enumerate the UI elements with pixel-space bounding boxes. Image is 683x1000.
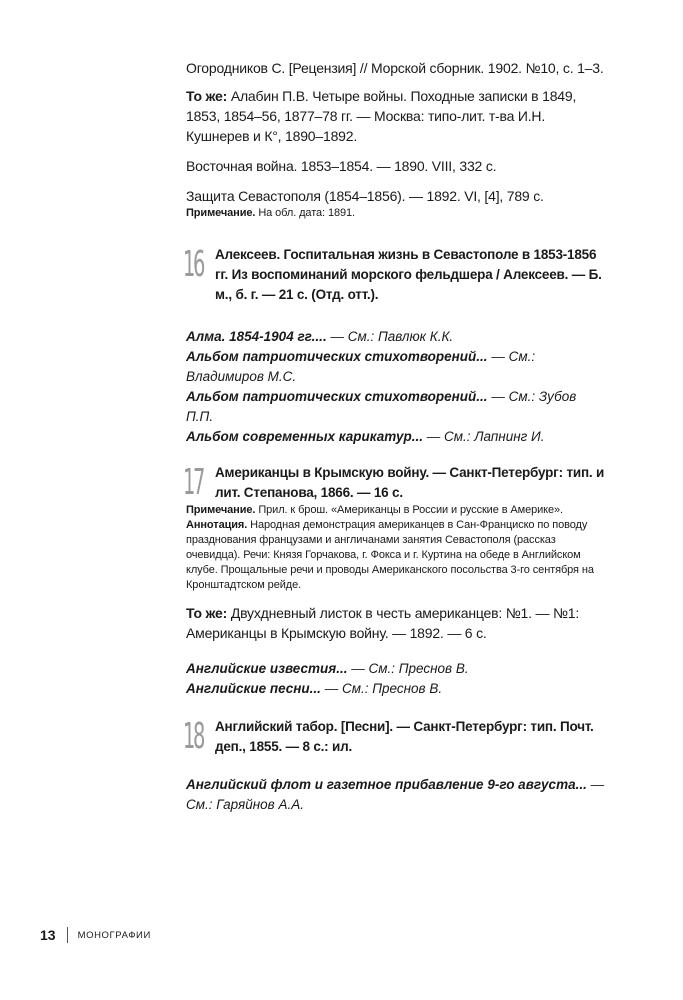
ref-see: — См.: Преснов В. — [324, 681, 443, 696]
entry-title: Алексеев. Госпитальная жизнь в Севастополе в 1853-1856 гг. Из воспоминаний морского фельдшера / Алексеев. — Б. м., б. г. — 21 с. (Отд. отт.). — [215, 247, 602, 302]
entry-number: 18 — [183, 716, 203, 757]
same-label: То же: — [186, 88, 228, 104]
same-text: Алабин П.В. Четыре войны. Походные записки в 1849, 1853, 1854–56, 1877–78 гг. — Москва: типо-лит. т-ва И.Н. Кушнерев и К°, 1890–1892. — [186, 88, 577, 144]
cross-reference — [186, 659, 606, 679]
ref-see: — См.: Павлюк К.К. — [330, 329, 454, 344]
note-text: Прил. к брош. «Американцы в России и русские в Америке». — [258, 504, 564, 516]
annotation-text: Народная демонстрация американцев в Сан-Франциско по поводу празднования французами и англичанами занятия Севастополя (рассказ очевидца). Речи: Князя Горчакова, г. Фокса и г. Куртина на обеде в Английском клубе. Прощальные речи и проводы Американского посольства 3-го сентября на Кронштадтском рейде. — [186, 519, 594, 591]
page-content — [183, 58, 606, 815]
page-footer — [40, 927, 151, 943]
note-text: На обл. дата: 1891. — [258, 207, 355, 219]
cross-reference — [186, 387, 606, 427]
ref-title: Альбом патриотических стихотворений... — [186, 389, 488, 404]
footer-divider — [67, 927, 68, 943]
cross-references — [186, 775, 606, 815]
cross-reference — [186, 427, 606, 447]
entry-same — [186, 603, 606, 643]
ref-see: — См.: Гаряйнов А.А. — [186, 777, 605, 812]
ref-see: — См.: Зубов П.П. — [186, 389, 577, 424]
annotation — [186, 518, 606, 593]
ref-see: — См.: Преснов В. — [351, 661, 469, 676]
entry-number: 17 — [183, 462, 203, 503]
ref-title: Альбом патриотических стихотворений... — [186, 349, 488, 364]
ref-title: Английский флот и газетное прибавление 9-го августа... — [186, 777, 587, 792]
annotation-label: Аннотация. — [186, 519, 248, 531]
entry-text: Огородников С. [Рецензия] // Морской сборник. 1902. №10, с. 1–3. — [186, 60, 604, 76]
entry-text: Защита Севастополя (1854–1856). — 1892. VI, [4], 789 с. — [186, 188, 544, 204]
ref-title: Английские песни... — [186, 681, 321, 696]
entry-same — [186, 86, 606, 146]
note — [186, 503, 606, 518]
ref-see: — См.: Владимиров М.С. — [186, 349, 536, 384]
catalog-entry-16 — [183, 244, 606, 305]
entry-title: Американцы в Крымскую войну. — Санкт-Петербург: тип. и лит. Степанова, 1866. — 16 с. — [215, 465, 605, 500]
catalog-entry-18 — [183, 716, 606, 757]
note-label: Примечание. — [186, 207, 256, 219]
cross-reference — [186, 327, 606, 347]
note — [186, 206, 606, 221]
entry-number: 16 — [183, 244, 203, 285]
cross-references — [186, 327, 606, 447]
cross-reference — [186, 679, 606, 699]
same-label: То же: — [186, 605, 228, 621]
ref-title: Английские известия... — [186, 661, 348, 676]
note-label: Примечание. — [186, 504, 256, 516]
entry-title: Английский табор. [Песни]. — Санкт-Петербург: тип. Почт. деп., 1855. — 8 с.: ил. — [215, 719, 594, 754]
cross-references — [186, 659, 606, 699]
cross-reference — [186, 775, 606, 815]
entry-text: Восточная война. 1853–1854. — 1890. VIII, 332 с. — [186, 158, 497, 174]
ref-title: Алма. 1854-1904 гг.... — [186, 329, 327, 344]
cross-reference — [186, 347, 606, 387]
same-text: Двухдневный листок в честь американцев: №1. — №1: Американцы в Крымскую войну. — 1892. — 6 с. — [186, 605, 580, 641]
catalog-entry-17 — [183, 462, 606, 503]
page-number: 13 — [40, 927, 56, 943]
ref-title: Альбом современных карикатур... — [186, 429, 423, 444]
section-title: МОНОГРАФИИ — [77, 929, 151, 941]
ref-see: — См.: Лапнинг И. — [426, 429, 545, 444]
